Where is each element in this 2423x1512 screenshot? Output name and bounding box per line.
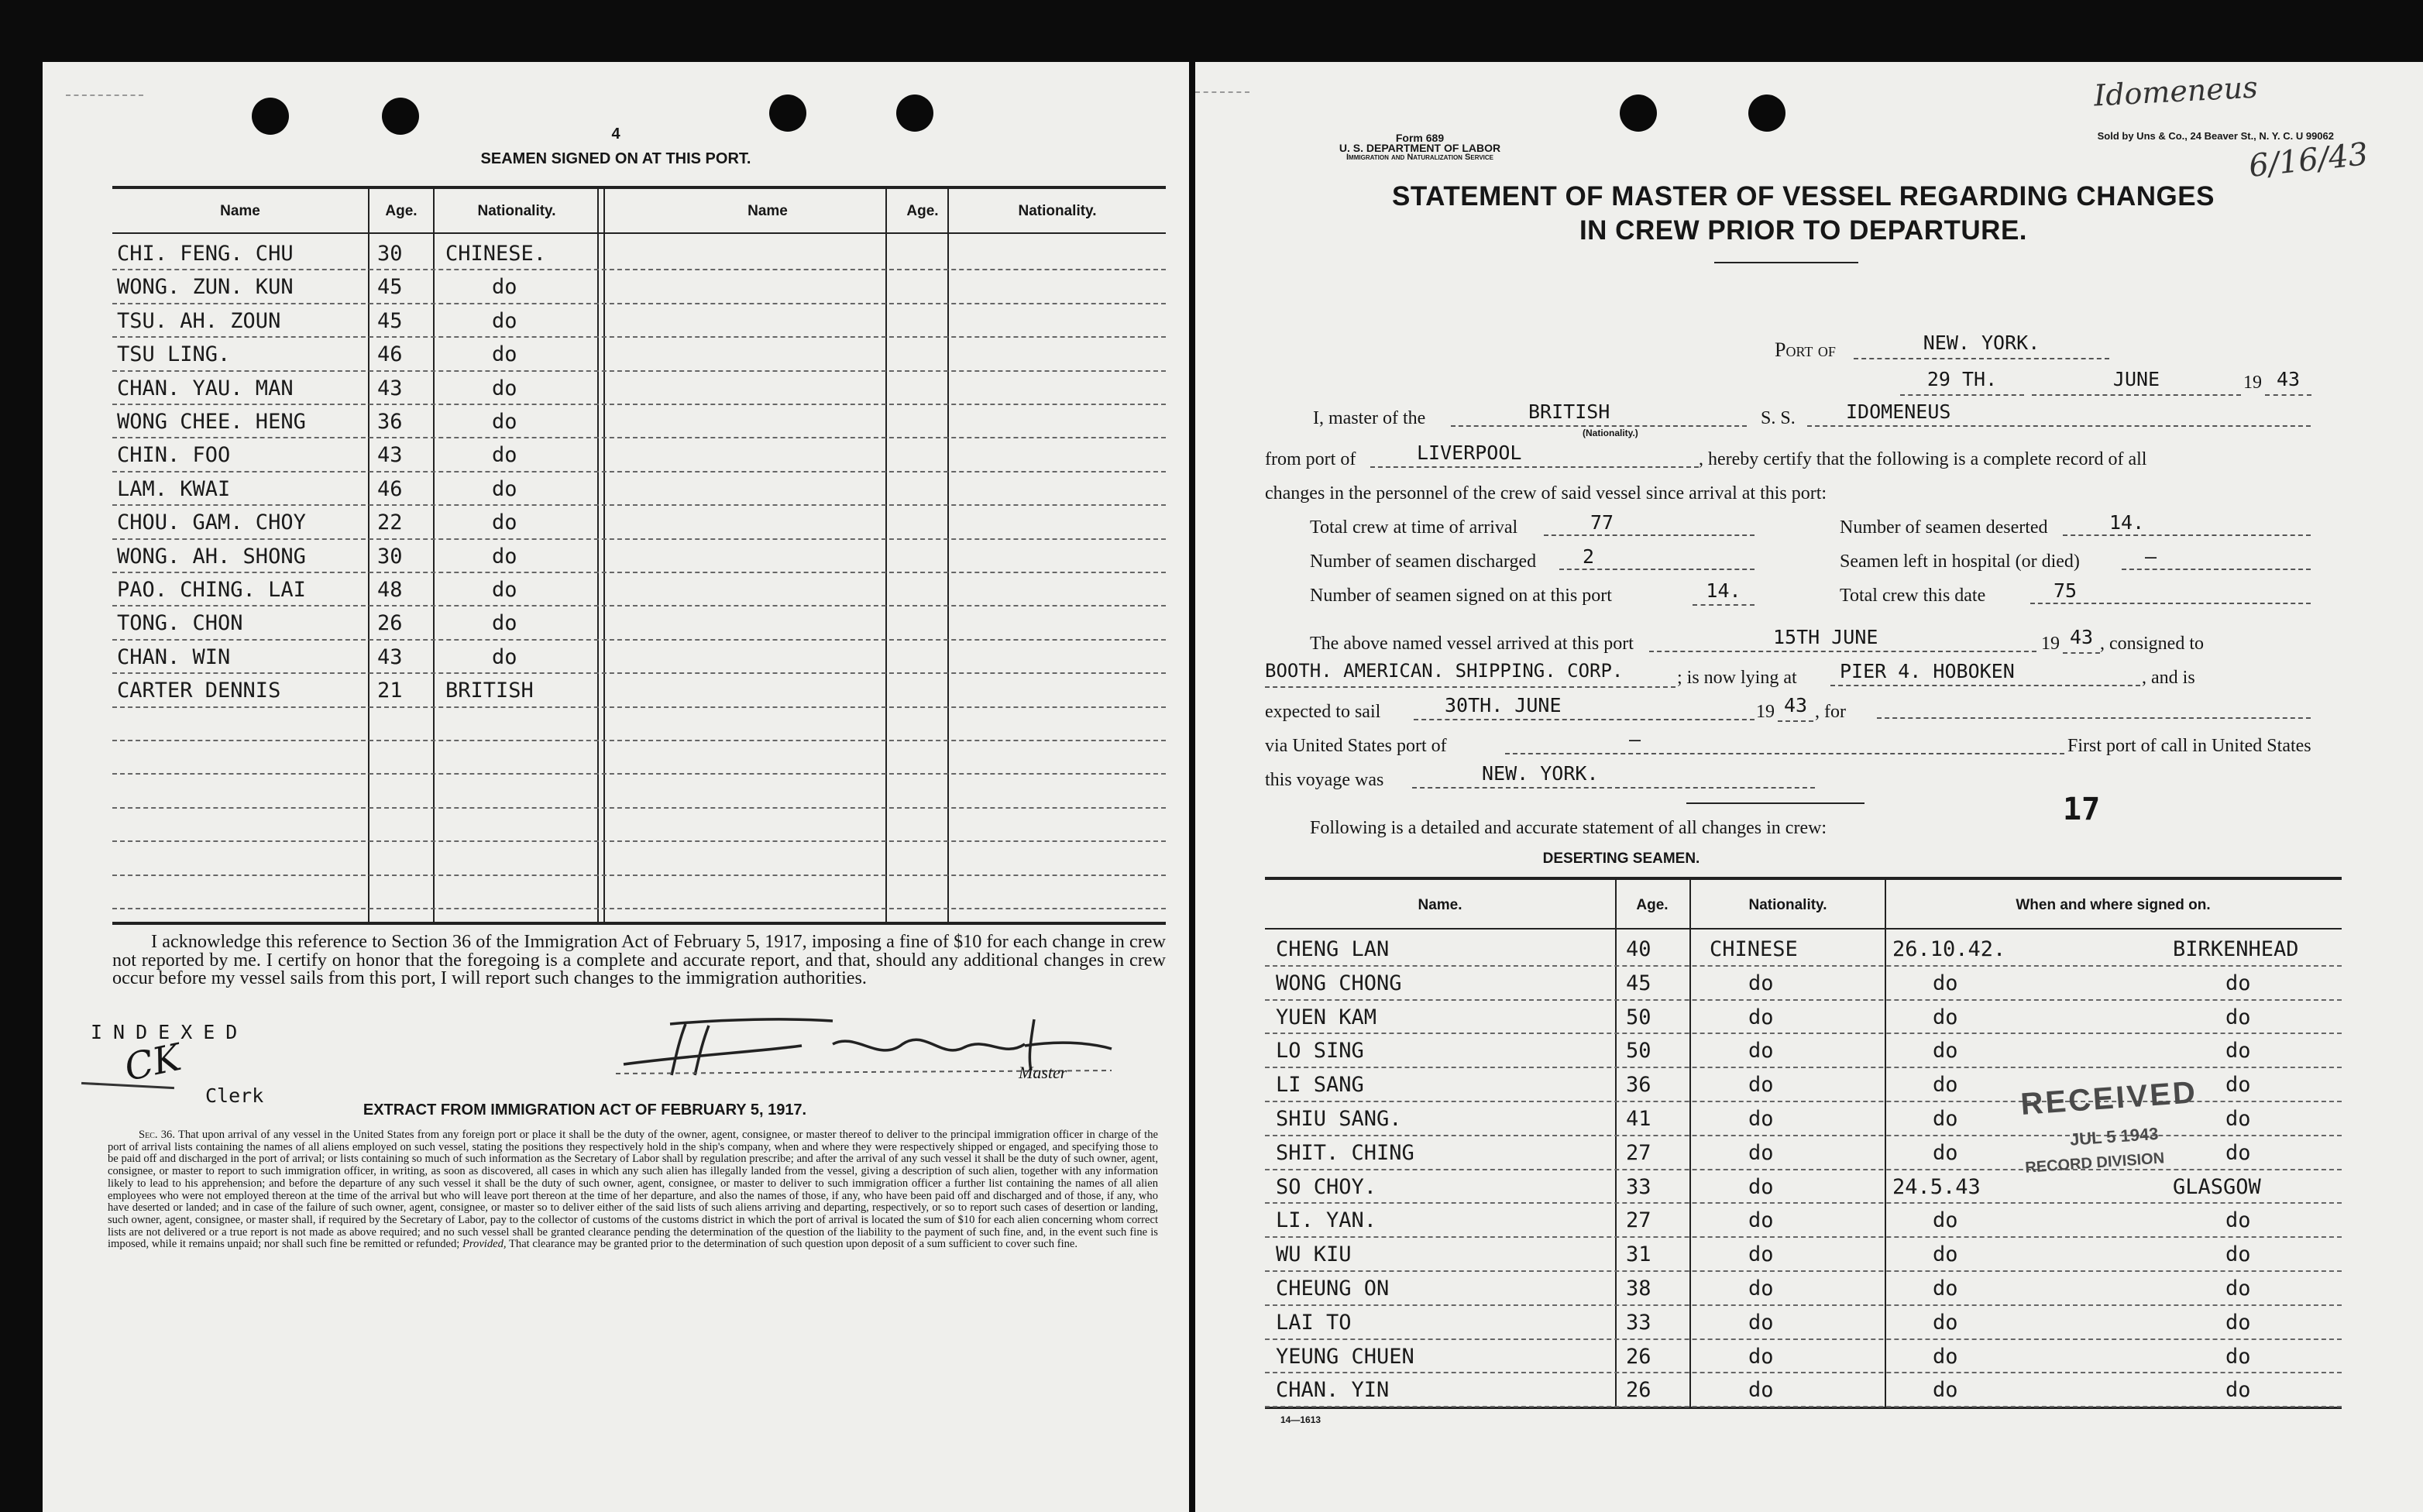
deserting-table-header-rule	[1265, 928, 2342, 930]
col-divider	[1689, 880, 1691, 1407]
signed-on-value: 14.	[1693, 579, 1755, 606]
expected-year-prefix: 19	[1756, 702, 1775, 722]
cell-nationality: do	[492, 443, 517, 468]
table-header-rule	[112, 232, 1166, 234]
cell-age: 45	[377, 308, 403, 333]
col-divider	[947, 189, 949, 922]
cell-name: LAM. KWAI	[117, 476, 231, 501]
first-port-label: First port of call in United States	[2067, 736, 2311, 756]
col-divider	[1615, 880, 1617, 1407]
received-stamp-division: RECORD DIVISION	[2024, 1149, 2165, 1177]
cell-where-signed: do	[2225, 1073, 2251, 1098]
cell-where-signed: do	[2225, 1242, 2251, 1267]
row-rule	[1265, 1236, 2342, 1238]
cell-nationality: do	[1748, 1208, 1774, 1233]
cell-when-signed: do	[1933, 1277, 1958, 1301]
arrived-year-value: 43	[2063, 626, 2100, 654]
ship-name-value: IDOMENEUS	[1807, 400, 2311, 427]
cell-nationality: do	[1748, 1242, 1774, 1267]
col-header-name: Name.	[1418, 897, 1462, 913]
row-rule	[1265, 1372, 2342, 1373]
total-crew-arrival-label: Total crew at time of arrival	[1310, 517, 1518, 538]
master-of-label: I, master of the	[1313, 408, 1426, 428]
row-rule	[112, 605, 1166, 607]
cell-age: 36	[1626, 1073, 1651, 1098]
voyage-rule	[1686, 802, 1865, 804]
section-label: Sec. 36.	[139, 1129, 175, 1141]
punch-hole	[382, 98, 419, 135]
row-rule	[1265, 1406, 2342, 1407]
col-divider	[597, 189, 599, 922]
cell-name: CHAN. YIN	[1276, 1378, 1390, 1403]
punch-hole	[1748, 94, 1785, 132]
table-bottom-rule	[112, 922, 1166, 925]
cell-name: WONG CHEE. HENG	[117, 410, 306, 434]
cell-age: 43	[377, 376, 403, 400]
cell-name: WONG. ZUN. KUN	[117, 275, 294, 300]
edge-mark	[66, 94, 143, 96]
voyage-value: NEW. YORK.	[1412, 762, 1815, 789]
section-body: That upon arrival of any vessel in the United States from any foreign port or place it shall be the duty of the owner, agent, consignee, or master thereof to deliver to the principal immigration officer in charge of the port of arrival lists containing the names of all aliens employed on such vessel, stating the positions they respectively hold in the ship's company, when and where they were respectively shipped or engaged, and specifying those to be paid off and discharged in the port of arrival; or lists containing so much of such information as the Secretary of Labor shall by regulation prescribe; and after the arrival of any such vessel it shall be the duty of such owner, agent, consignee, or master to report to such immigration officer, in writing, as soon as discovered, all cases in which any such alien has illegally landed from the vessel, giving a description of such alien, together with any information likely to lead to his apprehension; and before the departure of any such vessel it shall be the duty of such owner, agent, consignee, or master to deliver to such immigration officer a further list containing the names of all alien employees who were not employed thereon at the time of the arrival but who will leave port thereon at the time of her departure, and also the names of those, if any, who have been paid off and discharged and of those, if any, who have deserted or landed; and in case of the failure of such owner, agent, consignee, or master so to deliver either of the said lists of such aliens arriving and departing, respectively, or so to report such cases of desertion or landing, such owner, agent, consignee, or master shall, if required by the Secretary of Labor, pay to the collector of customs of the customs district in which the port of arrival is located the sum of $10 for each alien concerning whom correct lists are not delivered or a true report is not made as above required; and no such vessel shall be granted clearance pending the determination of the question of the liability to the payment of such fine, and, in the event such fine is imposed, while it remains unpaid; nor shall such fine be remitted or refunded;	[108, 1129, 1158, 1251]
consignee-value: BOOTH. AMERICAN. SHIPPING. CORP.	[1265, 660, 1675, 688]
row-rule	[1265, 1202, 2342, 1204]
and-is-label: , and is	[2142, 668, 2195, 688]
cell-nationality: do	[1748, 1005, 1774, 1029]
row-rule	[112, 572, 1166, 573]
master-label: Master	[1019, 1063, 1067, 1082]
section-title: SEAMEN SIGNED ON AT THIS PORT.	[480, 150, 751, 167]
row-rule	[112, 404, 1166, 405]
form-title-line-1: STATEMENT OF MASTER OF VESSEL REGARDING CHANGES	[1392, 181, 2215, 211]
cell-age: 50	[1626, 1039, 1651, 1064]
service: Immigration and Naturalization Service	[1346, 153, 1493, 162]
port-of-value: NEW. YORK.	[1854, 332, 2109, 359]
row-rule	[112, 303, 1166, 304]
cell-where-signed: do	[2225, 1005, 2251, 1029]
cell-nationality: do	[492, 308, 517, 333]
date-day-value: 29 TH.	[1900, 368, 2024, 396]
discharged-value: 2	[1559, 545, 1755, 570]
cell-where-signed: do	[2225, 1140, 2251, 1165]
cell-nationality: do	[492, 644, 517, 669]
signed-on-label: Number of seamen signed on at this port	[1310, 586, 1612, 606]
cell-nationality: do	[1748, 1174, 1774, 1199]
cell-nationality: do	[1748, 1277, 1774, 1301]
cell-when-signed: do	[1933, 1242, 1958, 1267]
col-header-nationality: Nationality.	[477, 203, 556, 219]
cell-name: WU KIU	[1276, 1242, 1352, 1267]
cell-name: LAI TO	[1276, 1310, 1352, 1335]
row-rule	[112, 773, 1166, 775]
right-page	[1195, 62, 2423, 1512]
cell-age: 33	[1626, 1174, 1651, 1199]
indexed-stamp: INDEXED	[91, 1021, 249, 1043]
row-rule	[112, 504, 1166, 506]
deserting-title: DESERTING SEAMEN.	[1542, 850, 1700, 867]
cell-age: 41	[1626, 1107, 1651, 1131]
cell-nationality: do	[1748, 1107, 1774, 1131]
changes-count: 17	[2063, 792, 2101, 827]
col-header-age: Age.	[1636, 897, 1669, 913]
row-rule	[112, 875, 1166, 876]
expected-year-value: 43	[1778, 694, 1813, 722]
cell-age: 30	[377, 544, 403, 569]
row-rule	[112, 807, 1166, 809]
cell-age: 26	[1626, 1378, 1651, 1403]
col-header-when-where: When and where signed on.	[2016, 897, 2211, 913]
cell-name: WONG. AH. SHONG	[117, 544, 306, 569]
cell-nationality: do	[1748, 1344, 1774, 1369]
cell-name: TSU. AH. ZOUN	[117, 308, 281, 333]
cell-where-signed: do	[2225, 1310, 2251, 1335]
col-divider	[603, 189, 605, 922]
cell-name: CHEUNG ON	[1276, 1277, 1390, 1301]
col-divider	[885, 189, 887, 922]
voyage-label: this voyage was	[1265, 770, 1384, 790]
cell-name: CHIN. FOO	[117, 443, 231, 468]
certify-text: , hereby certify that the following is a complete record of all	[1699, 449, 2147, 469]
punch-hole	[896, 94, 933, 132]
cell-where-signed: BIRKENHEAD	[2173, 937, 2299, 961]
cell-age: 50	[1626, 1005, 1651, 1029]
deserted-label: Number of seamen deserted	[1840, 517, 2048, 538]
cell-when-signed: do	[1933, 1073, 1958, 1098]
col-header-age: Age.	[385, 203, 418, 219]
page-number: 4	[611, 125, 620, 143]
row-rule	[112, 437, 1166, 438]
cell-nationality: BRITISH	[445, 679, 534, 703]
hospital-value: —	[2122, 545, 2311, 570]
total-crew-arrival-value: 77	[1544, 511, 1755, 536]
cell-nationality: CHINESE	[1710, 937, 1798, 961]
cell-age: 27	[1626, 1140, 1651, 1165]
section-36-text	[108, 1129, 1158, 1251]
row-rule	[112, 706, 1166, 708]
cell-when-signed: do	[1933, 1107, 1958, 1131]
department: U. S. DEPARTMENT OF LABOR	[1339, 142, 1501, 154]
cell-name: CARTER DENNIS	[117, 679, 281, 703]
cell-name: CHOU. GAM. CHOY	[117, 510, 306, 535]
cell-age: 33	[1626, 1310, 1651, 1335]
section-end: That clearance may be granted prior to the determination of such question upon deposit of a sum sufficient to cover such fine.	[508, 1238, 1078, 1251]
cell-nationality: do	[1748, 1378, 1774, 1403]
row-rule	[112, 471, 1166, 472]
cell-name: SHIT. CHING	[1276, 1140, 1414, 1165]
cell-when-signed: do	[1933, 1208, 1958, 1233]
cell-nationality: do	[1748, 1073, 1774, 1098]
cell-nationality: do	[1748, 1310, 1774, 1335]
total-crew-date-value: 75	[2030, 579, 2311, 604]
cell-age: 46	[377, 342, 403, 367]
row-rule	[112, 370, 1166, 372]
for-blank	[1877, 717, 2311, 719]
sold-by: Sold by Uns & Co., 24 Beaver St., N. Y. C. U 99062	[2097, 130, 2334, 142]
from-port-label: from port of	[1265, 449, 1356, 469]
cell-nationality: do	[492, 342, 517, 367]
col-header-age-2: Age.	[906, 203, 939, 219]
cell-nationality: CHINESE.	[445, 242, 547, 266]
cell-nationality: do	[1748, 1140, 1774, 1165]
acknowledgement-text: I acknowledge this reference to Section 36 of the Immigration Act of February 5, 1917, imposing a fine of $10 for each change in crew not reported by me. I certify on honor that the foregoing is a complete and accurate report, and that, should any additional changes in crew occur before my vessel sails from this port, I will report such changes to the immigration authorities.	[112, 931, 1166, 988]
cell-name: PAO. CHING. LAI	[117, 578, 306, 602]
cell-when-signed: do	[1933, 1344, 1958, 1369]
cell-where-signed: do	[2225, 1208, 2251, 1233]
clerk-label: Clerk	[205, 1084, 264, 1107]
cell-when-signed: do	[1933, 971, 1958, 995]
punch-hole	[1620, 94, 1657, 132]
cell-where-signed: do	[2225, 971, 2251, 995]
row-rule	[1265, 999, 2342, 1001]
row-rule	[112, 336, 1166, 338]
cell-name: LI SANG	[1276, 1073, 1364, 1098]
for-label: , for	[1815, 702, 1846, 722]
cell-nationality: do	[492, 544, 517, 569]
received-stamp-title: RECEIVED	[2019, 1075, 2199, 1122]
lying-at-label: ; is now lying at	[1677, 668, 1797, 688]
row-rule	[1265, 1338, 2342, 1340]
footer-code: 14—1613	[1280, 1414, 1321, 1425]
row-rule	[1265, 1304, 2342, 1306]
cell-name: YUEN KAM	[1276, 1005, 1377, 1029]
cell-where-signed: do	[2225, 1344, 2251, 1369]
expected-label: expected to sail	[1265, 702, 1381, 722]
cell-where-signed: do	[2225, 1378, 2251, 1403]
cell-when-signed: 24.5.43	[1892, 1174, 1981, 1199]
via-label: via United States port of	[1265, 736, 1447, 756]
date-year-value: 43	[2265, 368, 2311, 396]
row-rule	[112, 639, 1166, 641]
cell-nationality: do	[492, 376, 517, 400]
cell-age: 30	[377, 242, 403, 266]
cell-name: WONG CHONG	[1276, 971, 1402, 995]
cell-when-signed: do	[1933, 1310, 1958, 1335]
cell-nationality: do	[492, 410, 517, 434]
nationality-label: (Nationality.)	[1583, 428, 1638, 438]
ss-label: S. S.	[1761, 408, 1796, 428]
col-header-nationality: Nationality.	[1748, 897, 1827, 913]
from-port-value: LIVERPOOL	[1370, 442, 1699, 468]
row-rule	[112, 908, 1166, 909]
cell-age: 46	[377, 476, 403, 501]
cell-nationality: do	[492, 611, 517, 636]
left-page	[43, 62, 1189, 1512]
changes-text: changes in the personnel of the crew of said vessel since arrival at this port:	[1265, 483, 1827, 503]
punch-hole	[769, 94, 806, 132]
expected-value: 30TH. JUNE	[1414, 694, 1755, 720]
cell-age: 45	[377, 275, 403, 300]
cell-nationality: do	[492, 476, 517, 501]
extract-title: EXTRACT FROM IMMIGRATION ACT OF FEBRUARY 5, 1917.	[363, 1101, 807, 1119]
port-of-label: Port of	[1775, 338, 1836, 361]
punch-hole	[252, 98, 289, 135]
cell-age: 21	[377, 679, 403, 703]
row-rule	[1265, 1067, 2342, 1068]
cell-nationality: do	[492, 510, 517, 535]
cell-name: CHENG LAN	[1276, 937, 1390, 961]
cell-nationality: do	[492, 275, 517, 300]
cell-where-signed: do	[2225, 1107, 2251, 1131]
cell-age: 40	[1626, 937, 1651, 961]
lying-at-value: PIER 4. HOBOKEN	[1830, 660, 2140, 686]
form-title-line-2: IN CREW PRIOR TO DEPARTURE.	[1579, 215, 2028, 246]
title-rule	[1714, 262, 1858, 263]
cell-age: 43	[377, 443, 403, 468]
cell-age: 31	[1626, 1242, 1651, 1267]
col-divider	[433, 189, 435, 922]
discharged-label: Number of seamen discharged	[1310, 552, 1537, 572]
cell-when-signed: do	[1933, 1140, 1958, 1165]
cell-name: CHI. FENG. CHU	[117, 242, 294, 266]
cell-when-signed: do	[1933, 1378, 1958, 1403]
cell-where-signed: do	[2225, 1039, 2251, 1064]
row-rule	[112, 740, 1166, 741]
arrived-date-value: 15TH JUNE	[1649, 626, 2036, 652]
cell-age: 26	[377, 611, 403, 636]
cell-name: CHAN. YAU. MAN	[117, 376, 294, 400]
cell-name: CHAN. WIN	[117, 644, 231, 669]
cell-name: SHIU SANG.	[1276, 1107, 1402, 1131]
cell-age: 48	[377, 578, 403, 602]
cell-age: 45	[1626, 971, 1651, 995]
date-year-prefix: 19	[2243, 373, 2262, 393]
form-number: Form 689	[1395, 132, 1445, 144]
received-stamp-date: JUL 5 1943	[2069, 1123, 2160, 1149]
row-rule	[1265, 1033, 2342, 1034]
col-header-nationality-2: Nationality.	[1018, 203, 1097, 219]
cell-age: 26	[1626, 1344, 1651, 1369]
cell-name: SO CHOY.	[1276, 1174, 1377, 1199]
cell-name: LO SING	[1276, 1039, 1364, 1064]
received-stamp	[2019, 1075, 2202, 1177]
corner-annotation-date: 6/16/43	[2247, 136, 2370, 184]
row-rule	[112, 538, 1166, 540]
cell-name: LI. YAN.	[1276, 1208, 1377, 1233]
cell-age: 27	[1626, 1208, 1651, 1233]
total-crew-date-label: Total crew this date	[1840, 586, 1986, 606]
cell-when-signed: do	[1933, 1005, 1958, 1029]
deserted-value: 14.	[2063, 511, 2311, 536]
cell-nationality: do	[1748, 971, 1774, 995]
nationality-value: BRITISH	[1451, 400, 1747, 427]
col-header-name-2: Name	[748, 203, 788, 219]
section-provided: Provided,	[462, 1238, 507, 1251]
arrived-year-prefix: 19	[2041, 634, 2060, 654]
cell-name: TONG. CHON	[117, 611, 243, 636]
date-month-value: JUNE	[2032, 368, 2241, 396]
consigned-to-label: , consigned to	[2100, 634, 2204, 654]
row-rule	[112, 840, 1166, 842]
edge-mark	[1195, 91, 1249, 93]
cell-age: 36	[377, 410, 403, 434]
deserting-table-top-rule	[1265, 877, 2342, 880]
via-value: —	[1505, 728, 2064, 754]
clerk-initials: CK	[120, 1036, 185, 1090]
cell-where-signed: do	[2225, 1277, 2251, 1301]
row-rule	[1265, 1169, 2342, 1170]
cell-name: YEUNG CHUEN	[1276, 1344, 1414, 1369]
row-rule	[1265, 1270, 2342, 1272]
col-divider	[1885, 880, 1886, 1407]
cell-nationality: do	[1748, 1039, 1774, 1064]
arrived-text: The above named vessel arrived at this port	[1310, 634, 1634, 654]
hospital-label: Seamen left in hospital (or died)	[1840, 552, 2080, 572]
col-header-name: Name	[220, 203, 260, 219]
col-divider	[368, 189, 369, 922]
cell-age: 43	[377, 644, 403, 669]
row-rule	[112, 672, 1166, 674]
cell-when-signed: 26.10.42.	[1892, 937, 2006, 961]
row-rule	[112, 269, 1166, 270]
cell-name: TSU LING.	[117, 342, 231, 367]
cell-age: 22	[377, 510, 403, 535]
following-text: Following is a detailed and accurate statement of all changes in crew:	[1310, 818, 1827, 838]
cell-age: 38	[1626, 1277, 1651, 1301]
cell-nationality: do	[492, 578, 517, 602]
corner-annotation-name: Idomeneus	[2092, 70, 2259, 113]
row-rule	[1265, 965, 2342, 967]
cell-where-signed: GLASGOW	[2173, 1174, 2261, 1199]
table-top-rule	[112, 186, 1166, 189]
cell-when-signed: do	[1933, 1039, 1958, 1064]
